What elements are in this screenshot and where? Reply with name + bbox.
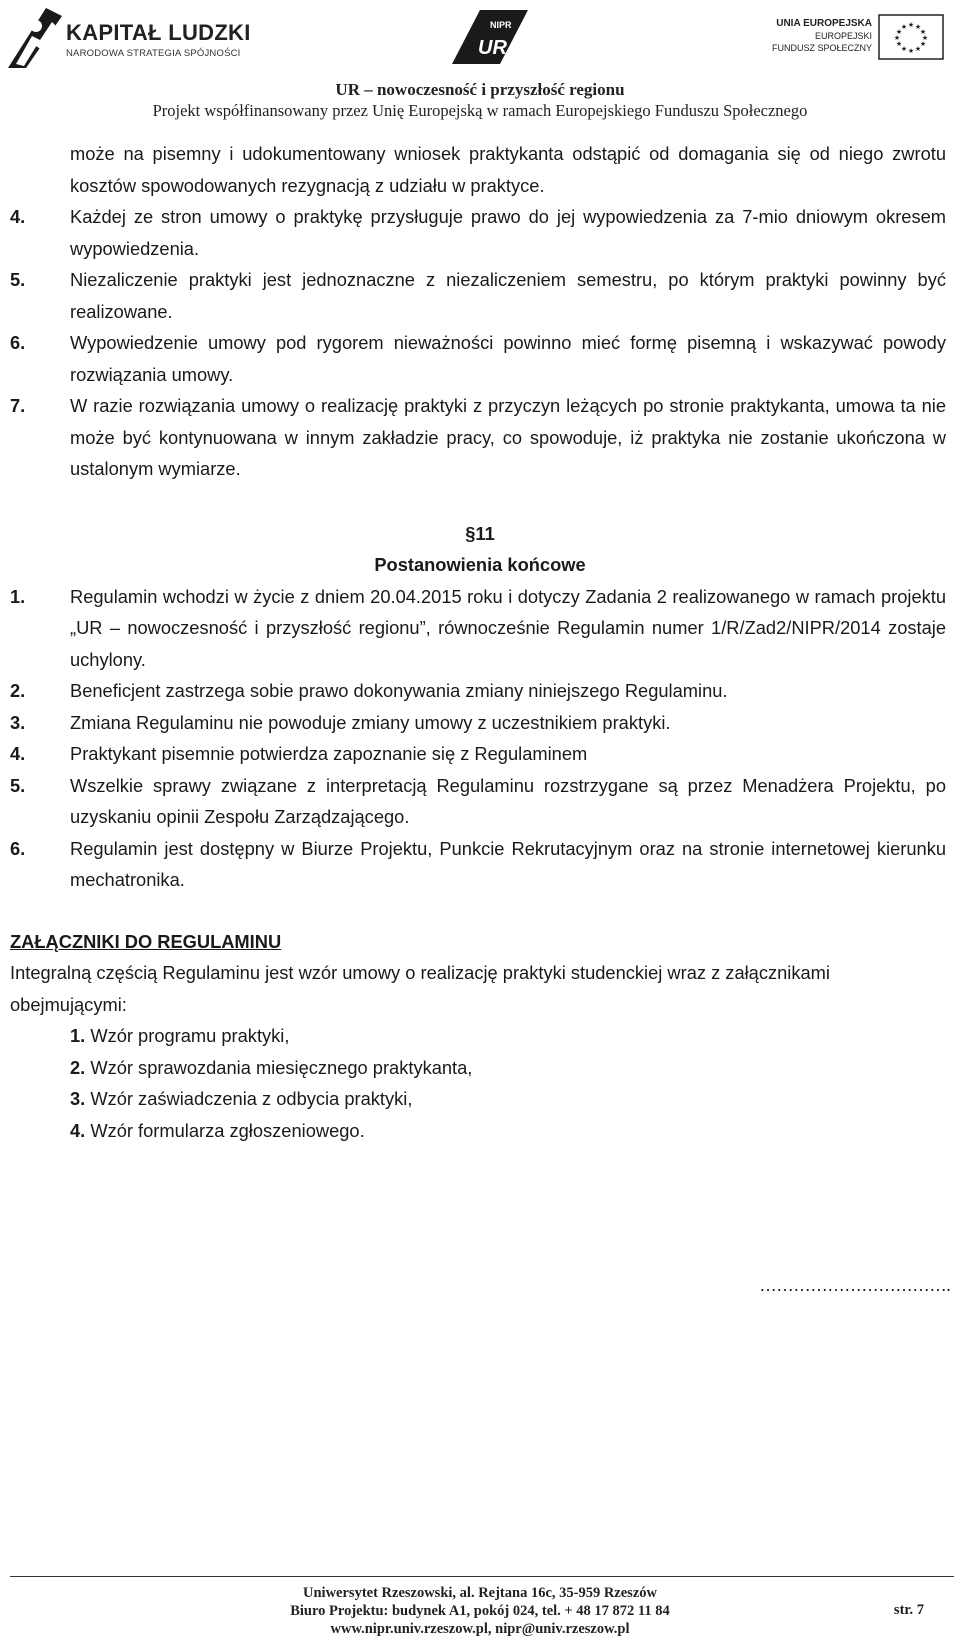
list-item bbox=[0, 675, 960, 707]
item-number: 5. bbox=[10, 269, 26, 290]
list-item bbox=[0, 390, 960, 485]
section10-continuation: może na pisemny i udokumentowany wniosek praktykanta odstąpić od domagania się od niego zwrotu kosztów spowodowanych rezygnacją z udziału w praktyce. bbox=[70, 143, 946, 196]
annex-number: 1. bbox=[70, 1025, 86, 1046]
annex-item bbox=[0, 1052, 960, 1084]
item-number: 6. bbox=[10, 332, 26, 353]
item-number: 2. bbox=[10, 680, 26, 701]
list-item bbox=[0, 833, 960, 896]
list-item bbox=[0, 770, 960, 833]
svg-text:★: ★ bbox=[919, 28, 927, 36]
eu-logo-line1: UNIA EUROPEJSKA bbox=[776, 18, 872, 29]
eu-logo-line2: EUROPEJSKI bbox=[814, 31, 872, 41]
eu-logo-line3: FUNDUSZ SPOŁECZNY bbox=[771, 43, 872, 53]
list-item bbox=[0, 707, 960, 739]
item-number: 3. bbox=[10, 711, 26, 733]
svg-text:★: ★ bbox=[895, 40, 903, 48]
kapital-ludzki-logo bbox=[6, 6, 251, 70]
section11-title: Postanowienia końcowe bbox=[374, 554, 586, 575]
project-title: UR – nowoczesność i przyszłość regionu bbox=[335, 80, 625, 99]
kapital-ludzki-emblem-icon bbox=[6, 6, 64, 70]
item-number: 4. bbox=[10, 743, 26, 764]
svg-text:★: ★ bbox=[893, 34, 901, 42]
eu-logo bbox=[771, 14, 950, 64]
annex-text: Wzór zaświadczenia z odbycia praktyki, bbox=[85, 1088, 413, 1109]
footer-contact: www.nipr.univ.rzeszow.pl, nipr@univ.rzeszow.pl bbox=[330, 1621, 630, 1637]
list-item bbox=[0, 327, 960, 390]
project-subtitle: Projekt współfinansowany przez Unię Europejską w ramach Europejskiego Funduszu Społecznego bbox=[152, 101, 808, 120]
svg-text:★: ★ bbox=[907, 21, 915, 29]
item-number: 7. bbox=[10, 395, 26, 416]
item-text: Zmiana Regulaminu nie powoduje zmiany umowy z uczestnikiem praktyki. bbox=[70, 711, 671, 733]
annexes-intro: Integralną częścią Regulaminu jest wzór umowy o realizację praktyki studenckiej wraz z załącznikami obejmującymi: bbox=[10, 962, 830, 1015]
svg-text:★: ★ bbox=[900, 45, 908, 53]
item-text: Regulamin wchodzi w życie z dniem 20.04.2015 roku i dotyczy Zadania 2 realizowanego w ramach projektu „UR – nowoczesność i przyszłość regionu”, równocześnie Regulamin numer 1/R/Zad2/NIPR/2014 zostaje uchylony. bbox=[70, 585, 946, 670]
item-text: Praktykant pisemnie potwierdza zapoznanie się z Regulaminem bbox=[70, 743, 588, 764]
ur-logo-mark: UR bbox=[478, 37, 507, 59]
svg-text:★: ★ bbox=[907, 47, 915, 55]
annex-text: Wzór sprawozdania miesięcznego praktykanta, bbox=[85, 1056, 473, 1078]
item-text: Niezaliczenie praktyki jest jednoznaczne z niezaliczeniem semestru, po którym praktyki powinny być realizowane. bbox=[70, 269, 946, 322]
svg-text:★: ★ bbox=[895, 28, 903, 36]
annex-number: 4. bbox=[70, 1119, 86, 1141]
annex-number: 2. bbox=[70, 1056, 86, 1078]
page-header bbox=[0, 0, 960, 120]
item-text: Każdej ze stron umowy o praktykę przysługuje prawo do jej wypowiedzenia za 7-mio dniowym okresem wypowiedzenia. bbox=[70, 206, 946, 259]
annex-text: Wzór formularza zgłoszeniowego. bbox=[85, 1119, 365, 1141]
kapital-ludzki-subtitle: NARODOWA STRATEGIA SPÓJNOŚCI bbox=[66, 48, 241, 59]
document-body bbox=[0, 138, 960, 1146]
item-text: W razie rozwiązania umowy o realizację praktyki z przyczyn leżących po stronie praktykanta, umowa ta nie może być kontynuowana w innym zakładzie pracy, co spowoduje, iż praktyka nie zostanie ukończona w ustalonym wymiarze. bbox=[70, 395, 946, 479]
list-item bbox=[0, 264, 960, 327]
svg-text:★: ★ bbox=[914, 45, 922, 53]
svg-text:★: ★ bbox=[914, 23, 922, 31]
item-text: Wypowiedzenie umowy pod rygorem nieważności powinno mieć formę pisemną i wskazywać powody rozwiązania umowy. bbox=[70, 332, 946, 385]
item-number: 1. bbox=[10, 585, 26, 607]
item-text: Regulamin jest dostępny w Biurze Projektu, Punkcie Rekrutacyjnym oraz na stronie internetowej kierunku mechatronika. bbox=[70, 837, 946, 890]
list-item bbox=[0, 581, 960, 676]
annex-item bbox=[0, 1083, 960, 1115]
item-text: Beneficjent zastrzega sobie prawo dokonywania zmiany niniejszego Regulaminu. bbox=[70, 680, 728, 701]
footer-address: Uniwersytet Rzeszowski, al. Rejtana 16c, 35-959 Rzeszów bbox=[303, 1585, 657, 1601]
page-footer bbox=[0, 1584, 960, 1638]
section11-number: §11 bbox=[465, 522, 495, 544]
eu-flag-icon bbox=[878, 14, 944, 60]
annex-item bbox=[0, 1020, 960, 1052]
annex-item bbox=[0, 1115, 960, 1147]
list-item bbox=[0, 201, 960, 264]
item-number: 6. bbox=[10, 837, 26, 859]
signature-line: ……………………………. bbox=[758, 1275, 950, 1295]
eu-logo-text bbox=[772, 18, 872, 54]
footer-divider bbox=[10, 1576, 954, 1577]
annexes-heading: ZAŁĄCZNIKI DO REGULAMINU bbox=[10, 930, 282, 952]
svg-text:★: ★ bbox=[919, 40, 927, 48]
page-number: str. 7 bbox=[893, 1602, 924, 1618]
nipr-logo bbox=[432, 10, 528, 64]
nipr-logo-text: NIPR bbox=[490, 20, 512, 30]
annex-text: Wzór programu praktyki, bbox=[85, 1025, 290, 1046]
annex-number: 3. bbox=[70, 1088, 86, 1109]
footer-office: Biuro Projektu: budynek A1, pokój 024, tel. + 48 17 872 11 84 bbox=[290, 1603, 670, 1619]
svg-text:★: ★ bbox=[921, 34, 929, 42]
item-number: 5. bbox=[10, 774, 26, 796]
list-item bbox=[0, 738, 960, 770]
kapital-ludzki-title: KAPITAŁ LUDZKI bbox=[66, 20, 251, 45]
svg-text:★: ★ bbox=[900, 23, 908, 31]
item-text: Wszelkie sprawy związane z interpretacją Regulaminu rozstrzygane są przez Menadżera Projektu, po uzyskaniu opinii Zespołu Zarządzającego. bbox=[70, 774, 946, 827]
item-number: 4. bbox=[10, 206, 26, 227]
